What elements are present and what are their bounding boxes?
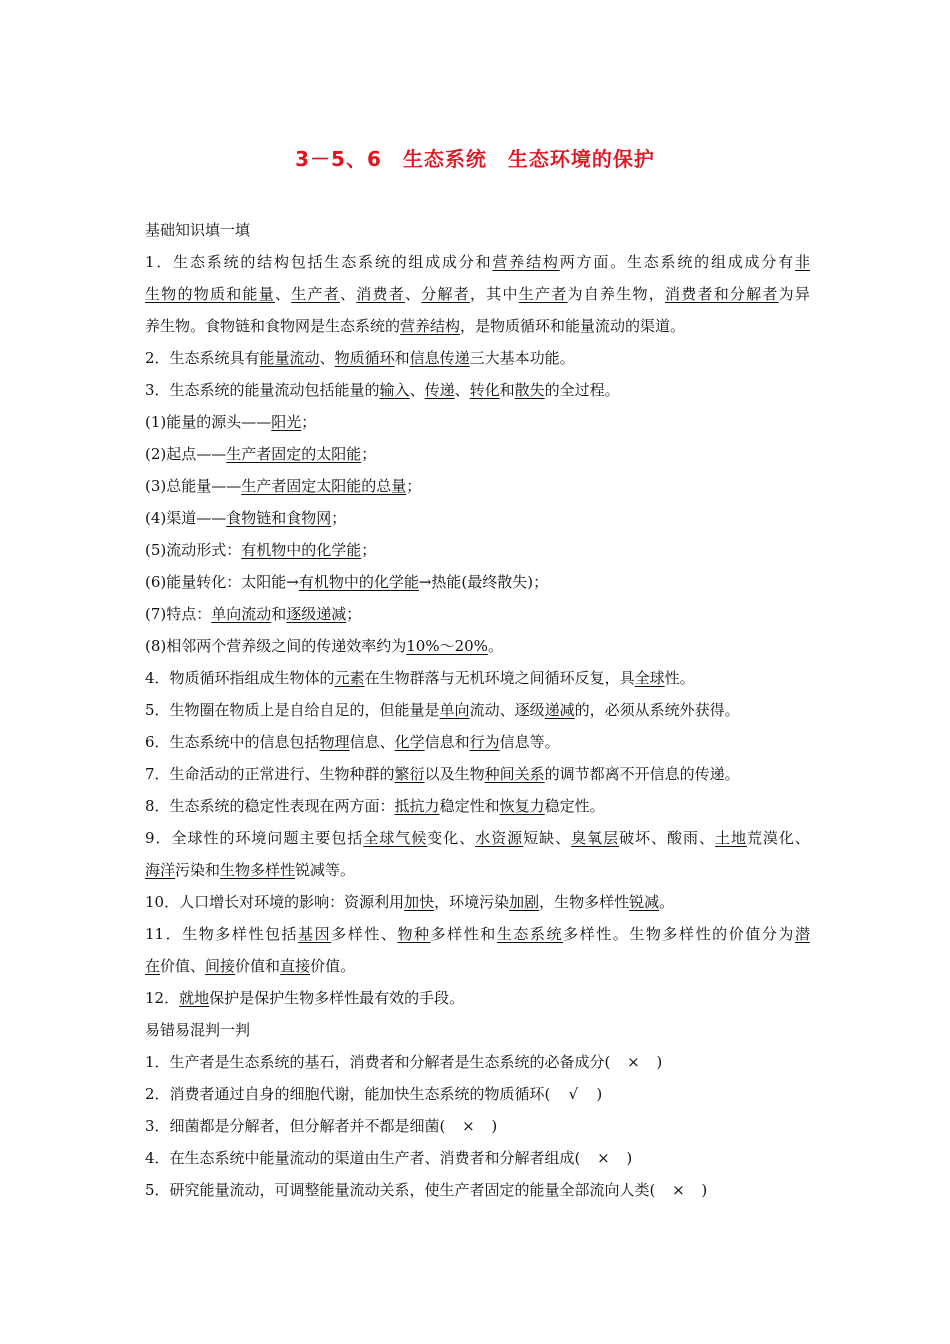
judgment-statement: 2．消费者通过自身的细胞代谢，能加快生态系统的物质循环( [145, 1085, 551, 1103]
text-segment: (7)特点： [145, 605, 212, 623]
text-line [145, 470, 810, 502]
text-line [145, 854, 810, 886]
text-segment: 、 [274, 285, 292, 303]
judgment-statement: 5．研究能量流动，可调整能量流动关系，使生产者固定的能量全部流向人类( [145, 1181, 656, 1199]
close-paren: ) [656, 1053, 663, 1071]
judgment-statement: 3．细菌都是分解者，但分解者并不都是细菌( [145, 1117, 446, 1135]
text-segment: 三大基本功能。 [469, 349, 575, 367]
answer-blank: 散失 [514, 381, 545, 399]
judgment-statement: 1．生产者是生态系统的基石，消费者和分解者是生态系统的必备成分( [145, 1053, 611, 1071]
text-segment: 锐减等。 [295, 861, 356, 879]
text-segment: 的，必须从系统外获得。 [574, 701, 740, 719]
text-line [145, 598, 810, 630]
answer-blank: 转化 [469, 381, 500, 399]
text-line [145, 310, 810, 342]
judgment-answer: × [462, 1117, 475, 1135]
text-line [145, 982, 810, 1014]
close-paren: ) [626, 1149, 633, 1167]
answer-blank: 基因 [298, 925, 332, 943]
section-heading-judge: 易错易混判一判 [145, 1021, 251, 1039]
text-segment: 4．物质循环指组成生物体的 [145, 669, 335, 687]
text-segment: 养生物。食物链和食物网是生态系统的 [145, 317, 401, 335]
text-segment: 荒漠化、 [746, 829, 810, 847]
answer-blank: 加快 [404, 893, 435, 911]
text-line [145, 662, 810, 694]
text-segment: 5．生物圈在物质上是自给自足的，但能量是 [145, 701, 440, 719]
answer-blank: 物种 [397, 925, 431, 943]
text-segment: ，环境污染 [434, 893, 510, 911]
answer-blank: 传递 [424, 381, 455, 399]
answer-blank: 就地 [179, 989, 210, 1007]
answer-blank: 生产者 [291, 285, 340, 303]
text-segment: (2)起点—— [145, 445, 227, 463]
answer-blank: 生物多样性 [220, 861, 296, 879]
judgment-statement: 4．在生态系统中能量流动的渠道由生产者、消费者和分解者组成( [145, 1149, 581, 1167]
text-line [145, 566, 810, 598]
text-line [145, 758, 810, 790]
answer-blank: 输入 [379, 381, 410, 399]
text-segment: 价值。 [310, 957, 356, 975]
text-segment: 以及生物 [424, 765, 485, 783]
answer-blank: 营养结构 [492, 253, 560, 271]
text-segment: 多样性、 [331, 925, 398, 943]
answer-blank: 行为 [469, 733, 500, 751]
answer-blank: 种间关系 [484, 765, 545, 783]
text-segment: 。 [487, 637, 503, 655]
document-body [145, 214, 810, 1206]
text-segment: 、 [404, 285, 422, 303]
answer-blank: 繁衍 [394, 765, 425, 783]
answer-blank: 全球 [634, 669, 665, 687]
text-line [145, 502, 810, 534]
answer-blank: 加剧 [509, 893, 540, 911]
judgment-item [145, 1174, 810, 1206]
answer-blank: 恢复力 [499, 797, 545, 815]
text-segment: 10．人口增长对环境的影响：资源利用 [145, 893, 405, 911]
close-paren: ) [701, 1181, 708, 1199]
answer-blank: 能量流动 [259, 349, 320, 367]
text-line [145, 918, 810, 950]
answer-blank: 10%～20% [406, 637, 488, 655]
text-line [145, 246, 810, 278]
text-segment: (4)渠道—— [145, 509, 227, 527]
text-segment: 破坏、酸雨、 [619, 829, 715, 847]
text-line [145, 374, 810, 406]
text-segment: 信息和 [424, 733, 470, 751]
text-segment: 信息、 [349, 733, 395, 751]
answer-blank: 生物的物质和能量 [145, 285, 275, 303]
text-segment: 为自养生物， [567, 285, 665, 303]
text-line [145, 278, 810, 310]
text-segment: (8)相邻两个营养级之间的传递效率约为 [145, 637, 407, 655]
answer-blank: 逐级递减 [286, 605, 347, 623]
answer-blank: 信息传递 [409, 349, 470, 367]
answer-blank: 生产者 [518, 285, 568, 303]
judgment-answer: × [597, 1149, 610, 1167]
text-segment: 多样性和 [430, 925, 497, 943]
text-segment: 和 [394, 349, 410, 367]
judgment-answer: √ [568, 1085, 579, 1103]
answer-blank: 物理 [319, 733, 350, 751]
text-segment: 性。 [664, 669, 695, 687]
answer-blank: 消费者 [356, 285, 405, 303]
text-line [145, 630, 810, 662]
text-line [145, 726, 810, 758]
text-segment: 稳定性和 [439, 797, 500, 815]
text-segment: 7．生命活动的正常进行、生物种群的 [145, 765, 395, 783]
page-title: 3－5、6 生态系统 生态环境的保护 [295, 147, 655, 171]
text-segment: 12． [145, 989, 180, 1007]
text-line [145, 342, 810, 374]
text-segment: 、 [319, 349, 335, 367]
answer-blank: 直接 [280, 957, 311, 975]
answer-blank: 锐减 [629, 893, 660, 911]
answer-blank: 在 [145, 957, 161, 975]
fill-in-section [145, 246, 810, 1014]
text-segment: 保护是保护生物多样性最有效的手段。 [209, 989, 465, 1007]
text-segment: 在生物群落与无机环境之间循环反复，具 [364, 669, 635, 687]
judgment-item [145, 1046, 810, 1078]
text-line [145, 950, 810, 982]
judgment-item [145, 1142, 810, 1174]
text-segment: 多样性。生物多样性的价值分为 [563, 925, 795, 943]
text-segment: 。 [659, 893, 675, 911]
answer-blank: 海洋 [145, 861, 176, 879]
text-segment: 为异 [778, 285, 810, 303]
text-segment: 的调节都离不开信息的传递。 [544, 765, 740, 783]
text-segment: →热能(最终散失)； [418, 573, 549, 591]
text-segment: 稳定性。 [544, 797, 605, 815]
answer-blank: 元素 [334, 669, 365, 687]
text-segment: 变化、 [427, 829, 476, 847]
answer-blank: 营养结构 [400, 317, 461, 335]
answer-blank: 有机物中的化学能 [298, 573, 419, 591]
text-segment: (1)能量的源头—— [145, 413, 272, 431]
judgment-answer: × [627, 1053, 640, 1071]
text-segment: 1．生态系统的结构包括生态系统的组成成分和 [145, 253, 493, 271]
text-segment: 流动、逐级 [469, 701, 545, 719]
text-segment: 价值和 [235, 957, 281, 975]
answer-blank: 食物链和食物网 [226, 509, 332, 527]
text-line [145, 438, 810, 470]
text-segment: 9．全球性的环境问题主要包括 [145, 829, 364, 847]
text-segment: 短缺、 [523, 829, 572, 847]
text-segment: ； [361, 541, 377, 559]
text-line [145, 886, 810, 918]
answer-blank: 化学 [394, 733, 425, 751]
text-segment: ，是物质循环和能量流动的渠道。 [460, 317, 686, 335]
text-segment: (3)总能量—— [145, 477, 242, 495]
text-segment: 两方面。生态系统的组成成分有 [559, 253, 795, 271]
answer-blank: 递减 [544, 701, 575, 719]
text-line [145, 534, 810, 566]
text-segment: ； [406, 477, 422, 495]
text-segment: (5)流动形式： [145, 541, 242, 559]
judgment-item [145, 1110, 810, 1142]
answer-blank: 分解者 [421, 285, 470, 303]
text-segment: ，生物多样性 [539, 893, 630, 911]
answer-blank: 生产者固定太阳能的总量 [241, 477, 407, 495]
answer-blank: 单向流动 [211, 605, 272, 623]
text-segment: 、 [409, 381, 425, 399]
section-heading-basics: 基础知识填一填 [145, 221, 251, 239]
text-segment: 3．生态系统的能量流动包括能量的 [145, 381, 380, 399]
text-line [145, 790, 810, 822]
text-segment: 价值、 [160, 957, 206, 975]
text-segment: (6)能量转化：太阳能→ [145, 573, 299, 591]
text-segment: 的全过程。 [544, 381, 620, 399]
answer-blank: 臭氧层 [571, 829, 620, 847]
text-segment: ； [346, 605, 362, 623]
text-segment: 2．生态系统具有 [145, 349, 260, 367]
answer-blank: 潜 [794, 925, 810, 943]
answer-blank: 间接 [205, 957, 236, 975]
judgment-answer: × [672, 1181, 685, 1199]
answer-blank: 单向 [439, 701, 470, 719]
answer-blank: 生产者固定的太阳能 [226, 445, 362, 463]
answer-blank: 物质循环 [334, 349, 395, 367]
text-segment: ； [301, 413, 317, 431]
text-segment: 6．生态系统中的信息包括 [145, 733, 320, 751]
answer-blank: 有机物中的化学能 [241, 541, 362, 559]
text-segment: 信息等。 [499, 733, 560, 751]
text-segment: 和 [271, 605, 287, 623]
answer-blank: 水资源 [475, 829, 524, 847]
text-segment: 11．生物多样性包括 [145, 925, 299, 943]
judgment-item [145, 1078, 810, 1110]
answer-blank: 消费者和分解者 [664, 285, 779, 303]
answer-blank: 全球气候 [363, 829, 428, 847]
text-segment: 、 [339, 285, 357, 303]
close-paren: ) [596, 1085, 603, 1103]
text-line [145, 406, 810, 438]
text-segment: ； [361, 445, 377, 463]
text-segment: 、 [454, 381, 470, 399]
close-paren: ) [491, 1117, 498, 1135]
answer-blank: 土地 [714, 829, 747, 847]
text-segment: ； [331, 509, 347, 527]
text-segment: ，其中 [469, 285, 519, 303]
answer-blank: 生态系统 [496, 925, 564, 943]
text-segment: 和 [499, 381, 515, 399]
text-segment: 8．生态系统的稳定性表现在两方面： [145, 797, 395, 815]
text-line [145, 822, 810, 854]
judgment-section [145, 1046, 810, 1206]
answer-blank: 阳光 [271, 413, 302, 431]
text-line [145, 694, 810, 726]
answer-blank: 抵抗力 [394, 797, 440, 815]
text-segment: 污染和 [175, 861, 221, 879]
answer-blank: 非 [794, 253, 810, 271]
